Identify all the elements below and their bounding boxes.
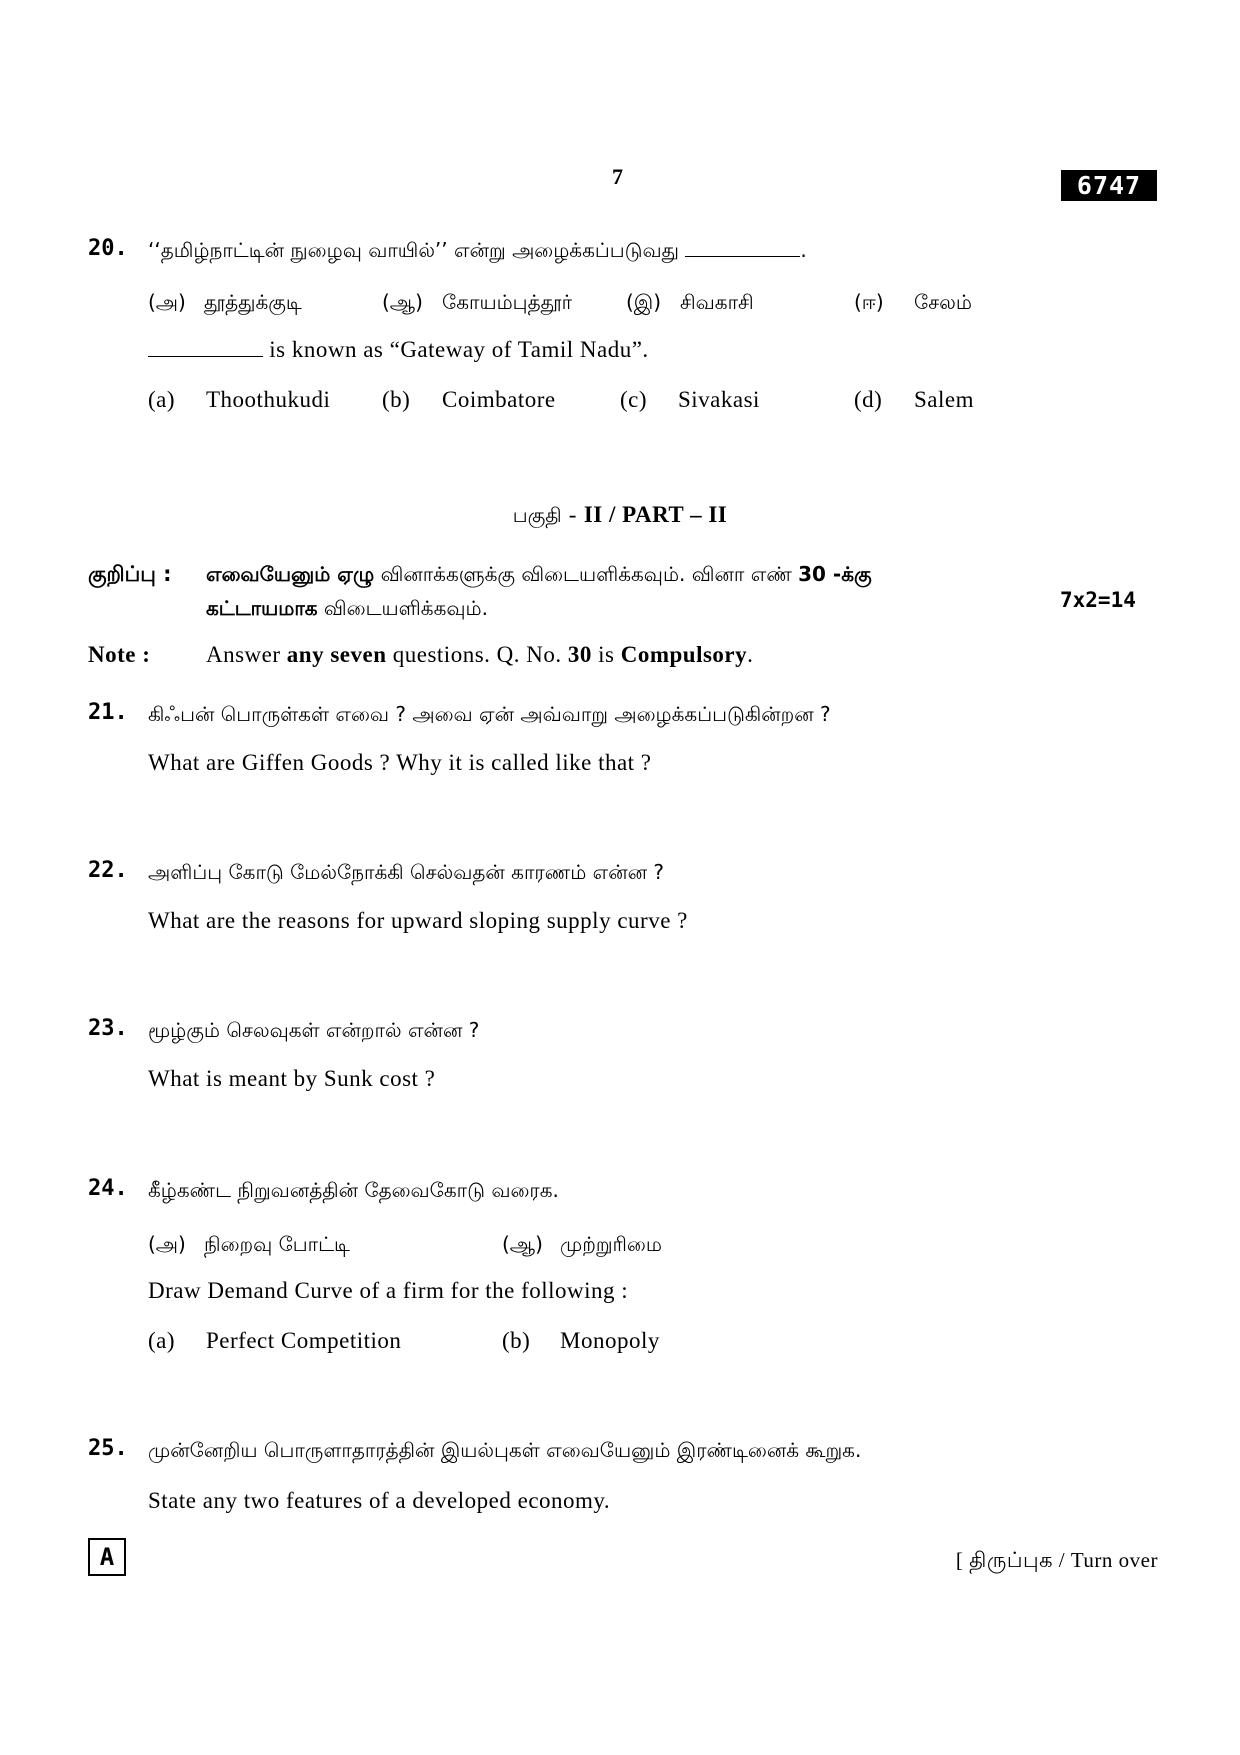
en-note-any-seven: any seven (286, 642, 387, 667)
ta-note-any-seven: எவையேனும் ஏழு (206, 562, 375, 586)
en-note-compulsory: Compulsory (620, 642, 748, 667)
q24-tamil: கீழ்கண்ட நிறுவனத்தின் தேவைகோடு வரைக. (148, 1178, 559, 1202)
question-number-25: 25. (88, 1436, 128, 1461)
q20-en-option-label-c: (c) (620, 387, 648, 412)
q20-ta-option-label-2: (ஆ) (382, 290, 423, 314)
version-box: A (88, 1538, 126, 1576)
en-note-part-1: Answer (206, 642, 281, 667)
question-number-24: 24. (88, 1176, 128, 1201)
question-number-22: 22. (88, 858, 128, 883)
en-note-text (206, 642, 753, 668)
ta-note-q30: 30 -க்கு (798, 562, 872, 586)
q20-en-option-label-d: (d) (854, 387, 883, 412)
q24-ta-option-label-1: (அ) (148, 1232, 186, 1256)
q20-en-option-text-c: Sivakasi (678, 387, 760, 412)
marks-allocation: 7x2=14 (1060, 588, 1136, 612)
ta-note-line-2 (206, 596, 488, 623)
ta-note-line-1 (206, 562, 872, 589)
page-number: 7 (612, 164, 623, 189)
q22-tamil: அளிப்பு கோடு மேல்நோக்கி செல்வதன் காரணம் என்ன ? (148, 860, 665, 884)
q24-ta-option-label-2: (ஆ) (502, 1232, 543, 1256)
q20-en-option-text-b: Coimbatore (442, 387, 556, 412)
q20-english-question (148, 337, 649, 363)
q20-english-text: is known as “Gateway of Tamil Nadu”. (269, 337, 649, 362)
q20-en-option-label-a: (a) (148, 387, 176, 412)
q24-english: Draw Demand Curve of a firm for the following : (148, 1278, 629, 1303)
turn-over-text: [ திருப்புக / Turn over (955, 1548, 1158, 1572)
ta-note-compulsory: கட்டாயமாக (206, 596, 318, 620)
part-heading-dash: - (568, 502, 577, 527)
en-note-period: . (747, 642, 754, 667)
q20-tamil-question: ‘‘தமிழ்நாட்டின் நுழைவு வாயில்’’ என்று அழைக்கப்படுவது . (148, 238, 807, 262)
q23-english: What is meant by Sunk cost ? (148, 1066, 436, 1091)
q23-tamil: மூழ்கும் செலவுகள் என்றால் என்ன ? (148, 1018, 480, 1042)
q24-en-option-label-b: (b) (502, 1328, 531, 1353)
q24-en-option-text-a: Perfect Competition (206, 1328, 402, 1353)
q21-tamil: கிஃபன் பொருள்கள் எவை ? அவை ஏன் அவ்வாறு அழைக்கப்படுகின்றன ? (148, 702, 831, 726)
en-note-q30: 30 (567, 642, 592, 667)
en-note-label: Note : (88, 642, 151, 667)
part-heading-tamil: பகுதி (512, 503, 562, 527)
q24-ta-option-text-2: முற்றுரிமை (560, 1232, 662, 1256)
q20-ta-option-label-4: (ஈ) (854, 290, 884, 314)
q25-english: State any two features of a developed economy. (148, 1488, 611, 1513)
en-note-part-3: questions. Q. No. (392, 642, 562, 667)
ta-note-label: குறிப்பு : (88, 562, 172, 586)
part-heading-roman: II / PART – II (583, 502, 728, 527)
q20-ta-option-label-1: (அ) (148, 290, 186, 314)
ta-note-instruction: வினாக்களுக்கு விடையளிக்கவும். வினா எண் (380, 562, 792, 586)
q20-ta-option-label-3: (இ) (626, 290, 662, 314)
q21-english: What are Giffen Goods ? Why it is called like that ? (148, 750, 652, 775)
q22-english: What are the reasons for upward sloping supply curve ? (148, 908, 688, 933)
question-number-20: 20. (88, 236, 128, 261)
q20-english-blank (148, 356, 263, 357)
q20-tamil-text: ‘‘தமிழ்நாட்டின் நுழைவு வாயில்’’ என்று அழைக்கப்படுவது (148, 238, 679, 262)
q24-en-option-text-b: Monopoly (560, 1328, 660, 1353)
q20-en-option-text-d: Salem (914, 387, 974, 412)
q20-tamil-blank (685, 256, 800, 257)
q24-ta-option-text-1: நிறைவு போட்டி (204, 1232, 350, 1256)
part-heading (0, 502, 1240, 530)
paper-code-badge: 6747 (1061, 170, 1157, 201)
en-note-part-5: is (598, 642, 615, 667)
q24-en-option-label-a: (a) (148, 1328, 176, 1353)
question-number-23: 23. (88, 1016, 128, 1041)
q20-ta-option-text-2: கோயம்புத்தூர் (442, 290, 573, 314)
q20-ta-option-text-3: சிவகாசி (680, 290, 754, 314)
q20-ta-option-text-4: சேலம் (914, 290, 972, 314)
question-number-21: 21. (88, 700, 128, 725)
q20-ta-option-text-1: தூத்துக்குடி (204, 290, 302, 314)
q20-en-option-text-a: Thoothukudi (206, 387, 331, 412)
ta-note-answer: விடையளிக்கவும். (323, 596, 488, 620)
q20-en-option-label-b: (b) (382, 387, 411, 412)
q25-tamil: முன்னேறிய பொருளாதாரத்தின் இயல்புகள் எவையேனும் இரண்டினைக் கூறுக. (148, 1438, 862, 1462)
